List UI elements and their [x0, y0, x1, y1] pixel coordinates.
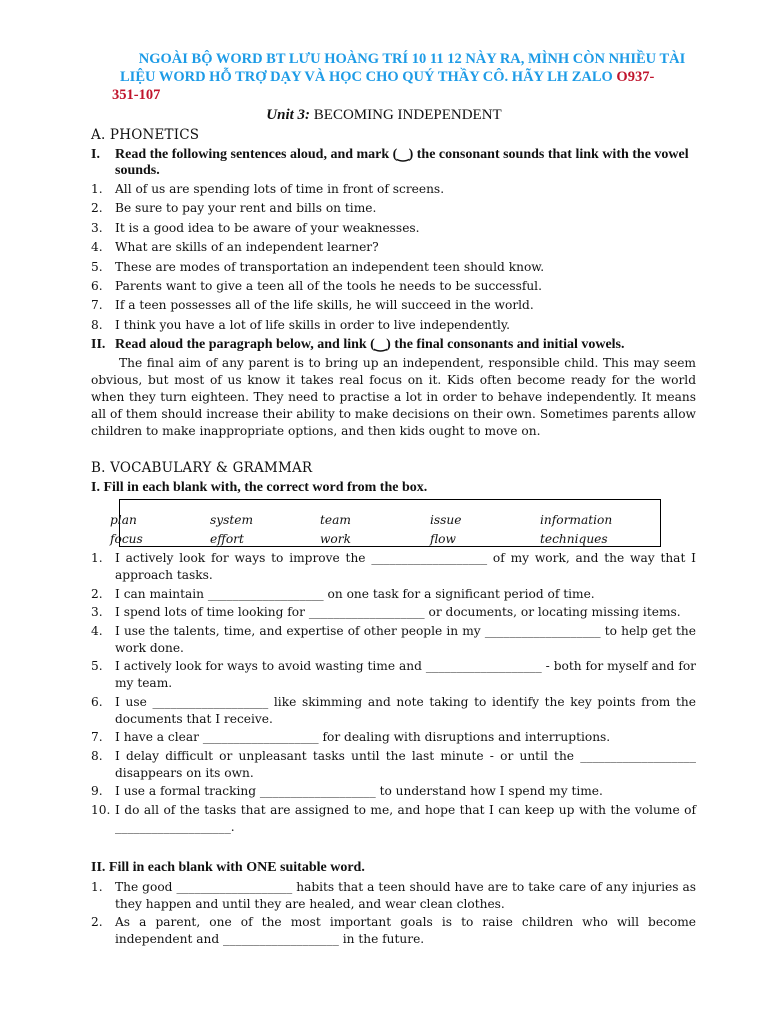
item-number: 9. [91, 784, 103, 798]
vocabulary-exercise-list [91, 550, 696, 837]
item-number: 2. [91, 586, 103, 601]
phonetics-sentence-list [91, 181, 696, 336]
word-option: plan [110, 513, 137, 527]
section-b-heading: B. VOCABULARY & GRAMMAR [91, 460, 313, 476]
vocabulary-exercise-item [91, 802, 696, 836]
promo-line-1: NGOÀI BỘ WORD BT LƯU HOÀNG TRÍ 10 11 12 NÀY RA, MÌNH CÒN NHIỀU TÀI [138, 51, 686, 67]
promo-phone-part-2: 351-107 [112, 87, 161, 103]
unit-label: Unit 3: [266, 107, 311, 123]
item-text: I can maintain ___________________ on one task for a significant period of time. [115, 586, 595, 601]
section-b-part-1-heading [91, 480, 696, 496]
part-title: Read aloud the paragraph below, and link (‿) the final consonants and initial vowels. [115, 337, 625, 352]
item-number: 1. [91, 551, 103, 565]
word-option: information [540, 513, 613, 527]
item-text: Be sure to pay your rent and bills on time. [115, 201, 377, 216]
part-number: II. [91, 337, 106, 352]
fill-in-exercise-item [91, 879, 696, 913]
word-option: effort [210, 532, 244, 546]
word-option: issue [430, 513, 462, 527]
fill-in-exercise-item [91, 914, 696, 948]
item-number: 4. [91, 623, 103, 638]
item-number: 10. [91, 802, 111, 817]
section-a-heading: A. PHONETICS [91, 127, 200, 143]
linking-paragraph: The final aim of any parent is to bring up an independent, responsible child. This may seem obvious, but most of us know it takes real focus on it. Kids often become ready for the world when they turn eighteen. They need to practise a lot in order to behave independently. It means all of them should increase their ability to make decisions on their own. Sometimes parents allow children to make inappropriate options, and then kids ought to move on. [91, 356, 696, 438]
item-number: 6. [91, 278, 103, 293]
item-number: 3. [91, 220, 103, 235]
vocabulary-exercise-item [91, 623, 696, 657]
item-text: I think you have a lot of life skills in order to live independently. [115, 317, 510, 332]
item-text: The good ___________________ habits that a teen should have are to take care of any injuries as they happen and until they are healed, and wear clean clothes. [115, 880, 696, 911]
unit-name: BECOMING INDEPENDENT [310, 107, 502, 123]
part-title: II. Fill in each blank with ONE suitable word. [91, 860, 365, 875]
section-b-part-2-heading [91, 860, 696, 876]
word-option: team [320, 513, 351, 527]
item-number: 8. [91, 748, 103, 763]
item-text: I use ___________________ like skimming and note taking to identify the key points from the documents that I receive. [115, 694, 696, 726]
vocabulary-exercise-item [91, 550, 696, 584]
vocabulary-exercise-item [91, 748, 696, 782]
item-number: 2. [91, 201, 103, 216]
fill-in-exercise-list [91, 879, 696, 949]
item-text: I have a clear ___________________ for dealing with disruptions and interruptions. [115, 730, 611, 744]
vocabulary-exercise-item [91, 658, 696, 692]
item-number: 4. [91, 240, 103, 255]
part-title: Read the following sentences aloud, and mark (‿) the consonant sounds that link with the vowel sounds. [115, 147, 689, 178]
item-text: I do all of the tasks that are assigned to me, and hope that I can keep up with the volume of ___________________. [115, 802, 696, 834]
item-number: 1. [91, 880, 103, 894]
section-a-part-2-heading [91, 337, 696, 353]
item-number: 7. [91, 298, 103, 313]
phonetics-sentence [91, 278, 696, 295]
item-number: 1. [91, 182, 103, 196]
item-text: It is a good idea to be aware of your weaknesses. [115, 220, 420, 235]
promo-banner [112, 50, 712, 104]
promo-phone-part-1: O937- [616, 69, 655, 85]
item-text: These are modes of transportation an independent teen should know. [115, 259, 545, 274]
word-option: flow [430, 532, 456, 546]
phonetics-sentence [91, 200, 696, 217]
part-number: I. [91, 147, 100, 162]
item-text: Parents want to give a teen all of the tools he needs to be successful. [115, 278, 542, 293]
phonetics-sentence [91, 220, 696, 237]
item-number: 2. [91, 915, 103, 929]
item-number: 5. [91, 259, 103, 274]
vocabulary-exercise-item [91, 783, 696, 800]
vocabulary-exercise-item [91, 586, 696, 603]
section-a-part-1-heading [91, 147, 696, 179]
word-option: techniques [540, 532, 608, 546]
word-option: focus [110, 532, 143, 546]
promo-line-2-text: LIỆU WORD HỖ TRỢ DẠY VÀ HỌC CHO QUÝ THẦY CÔ. HÃY LH ZALO [120, 69, 617, 85]
item-number: 6. [91, 694, 103, 709]
item-text: If a teen possesses all of the life skills, he will succeed in the world. [115, 298, 534, 313]
item-text: As a parent, one of the most important goals is to raise children who will become independent and ___________________ in the future. [115, 915, 696, 946]
phonetics-sentence [91, 259, 696, 276]
phonetics-sentence [91, 239, 696, 256]
item-number: 3. [91, 605, 103, 619]
item-text: I spend lots of time looking for ___________________ or documents, or locating missing items. [115, 605, 681, 619]
word-option: system [210, 513, 254, 527]
promo-line-2 [112, 68, 712, 86]
vocabulary-exercise-item [91, 729, 696, 746]
phonetics-sentence [91, 317, 696, 334]
vocabulary-exercise-item [91, 604, 696, 621]
vocabulary-exercise-item [91, 694, 696, 728]
unit-title [0, 107, 768, 124]
word-option: work [320, 532, 351, 546]
item-text: I delay difficult or unpleasant tasks until the last minute - or until the ___________________ disappears on its own. [115, 748, 696, 780]
item-number: 7. [91, 730, 103, 744]
part-title: I. Fill in each blank with, the correct word from the box. [91, 480, 428, 495]
item-number: 8. [91, 317, 103, 332]
item-text: I use the talents, time, and expertise of other people in my ___________________ to help get the work done. [115, 623, 696, 655]
item-text: I use a formal tracking ___________________ to understand how I spend my time. [115, 784, 603, 798]
item-number: 5. [91, 659, 103, 673]
phonetics-sentence [91, 181, 696, 198]
item-text: What are skills of an independent learner? [115, 240, 379, 255]
item-text: All of us are spending lots of time in front of screens. [115, 182, 445, 196]
item-text: I actively look for ways to improve the ___________________ of my work, and the way that I approach tasks. [115, 551, 696, 582]
item-text: I actively look for ways to avoid wasting time and ___________________ - both for myself and for my team. [115, 659, 696, 690]
phonetics-sentence [91, 297, 696, 314]
